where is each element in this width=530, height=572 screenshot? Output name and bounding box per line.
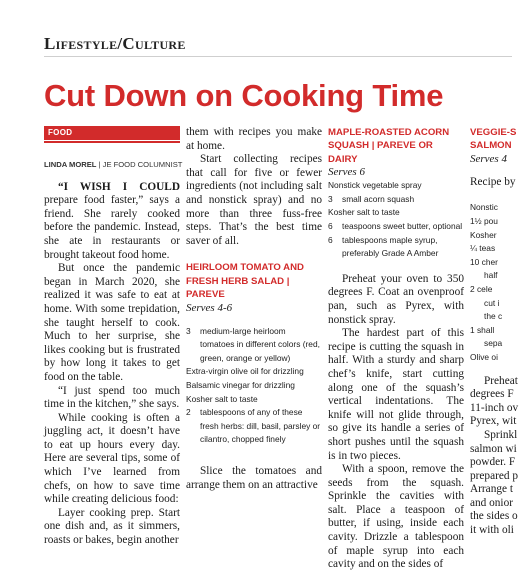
byline (44, 158, 183, 172)
section-label: Lifestyle/Culture (44, 34, 186, 53)
column-3 (328, 126, 464, 571)
recipe-credit: Recipe by (470, 175, 516, 188)
ingredient-item: 6 tablespoons maple syrup, preferably Grade A Amber (328, 234, 439, 259)
recipe-serves: Serves 4 (470, 152, 507, 165)
ingredient-item: 3 medium-large heirloom tomatoes in different colors (red, green, orange or yellow) (186, 325, 320, 363)
article-paragraph: them with recipes you make at home. (186, 126, 322, 152)
article-paragraph: “I WISH I COULD prepare food faster,” says a friend. She rarely cooked before the pandemic. Instead, she ate in restaurants or brought takeout food home. (44, 180, 180, 261)
article-paragraph: The hardest part of this recipe is cutting the squash in half. With a sturdy and sharp chef’s knife, start cutting along one of the squash’s vertical indentations. The knife will not glide through, so give its handle a series of short pushes until the squash is in two pieces. (328, 327, 464, 462)
ingredient-item: Nonstick vegetable spray (328, 180, 422, 191)
article-paragraph: While cooking is often a juggling act, it doesn’t have to eat up hours every day. Here are several tips, some of which I’ve learned from chefs, on how to save time while creating delicious food: (44, 411, 180, 506)
column-1 (44, 126, 183, 547)
byline-separator: | (96, 160, 103, 169)
article-paragraph: Slice the tomatoes and arrange them on an attractive (186, 464, 322, 491)
column-4 (470, 126, 530, 537)
ingredient-item: 2 tablespoons of any of these fresh herbs: dill, basil, parsley or cilantro, chopped finely (186, 407, 321, 445)
article-paragraph: Preheat your oven to 350 degrees F. Coat an ovenproof pan, such as Pyrex, with nonstick spray. (328, 272, 464, 326)
article-paragraph: Layer cooking prep. Start one dish and, as it simmers, roasts or bakes, begin another (44, 506, 180, 547)
article-paragraph: Start collecting recipes that call for five or fewer ingredients (not including salt and nonstick spray) and no more than three fuss-free steps. That’s the best time saver of all. (186, 153, 322, 247)
article-paragraph: But once the pandemic began in March 2020, she realized it was safe to eat at home. With some trepidation, she taught herself to cook. Much to her surprise, she likes cooking but is frustrated by how long it takes to get food on the table. (44, 262, 180, 383)
ingredient-list (186, 325, 322, 447)
article-paragraph: Preheat degrees F 11-inch ov Pyrex, wit Sprinkl salmon wi powder. F prepared p Arrange t and onior the sides o it with oli (470, 374, 519, 537)
author-role: JE FOOD COLUMNIST (102, 160, 183, 169)
column-2 (186, 126, 322, 512)
ingredient-item: 3 small acorn squash (328, 193, 415, 204)
recipe-serves: Serves 4-6 (186, 301, 233, 314)
lead-in: “I WISH I COULD (58, 180, 180, 193)
headline: Cut Down on Cooking Time (44, 78, 444, 113)
ingredient-item: Kosher salt to taste (328, 207, 400, 218)
ingredient-item: Balsamic vinegar for drizzling (186, 379, 295, 390)
ingredient-item: Kosher salt to taste (186, 393, 258, 404)
food-tag: FOOD (44, 126, 180, 140)
ingredient-list: Nonstic 1½ pou Kosher ¼ teas 10 cher half 2 cele cut i the c 1 shall sepa Olive oi (470, 202, 503, 362)
section-rule (44, 56, 512, 57)
ingredient-item: Extra-virgin olive oil for drizzling (186, 366, 304, 377)
article-paragraph: With a spoon, remove the seeds from the squash. Sprinkle the cavities with salt. Place a teaspoon of butter, if using, inside each cavity. Drizzle a tablespoon of maple syrup into each cavity and on the sides of (328, 463, 464, 571)
recipe-title: MAPLE-ROASTED ACORN SQUASH | PAREVE OR DAIRY (328, 127, 450, 165)
recipe-title: VEGGIE-S SALMON (470, 127, 517, 152)
author-name: LINDA MOREL (44, 160, 97, 169)
ingredient-list (328, 179, 464, 261)
ingredient-item: 6 teaspoons sweet butter, optional (328, 221, 463, 231)
tag-rule (44, 141, 180, 143)
recipe-title: HEIRLOOM TOMATO AND FRESH HERB SALAD | PAREVE (186, 262, 304, 301)
article-paragraph: “I just spend too much time in the kitchen,” she says. (44, 384, 180, 411)
recipe-serves: Serves 6 (328, 166, 365, 179)
